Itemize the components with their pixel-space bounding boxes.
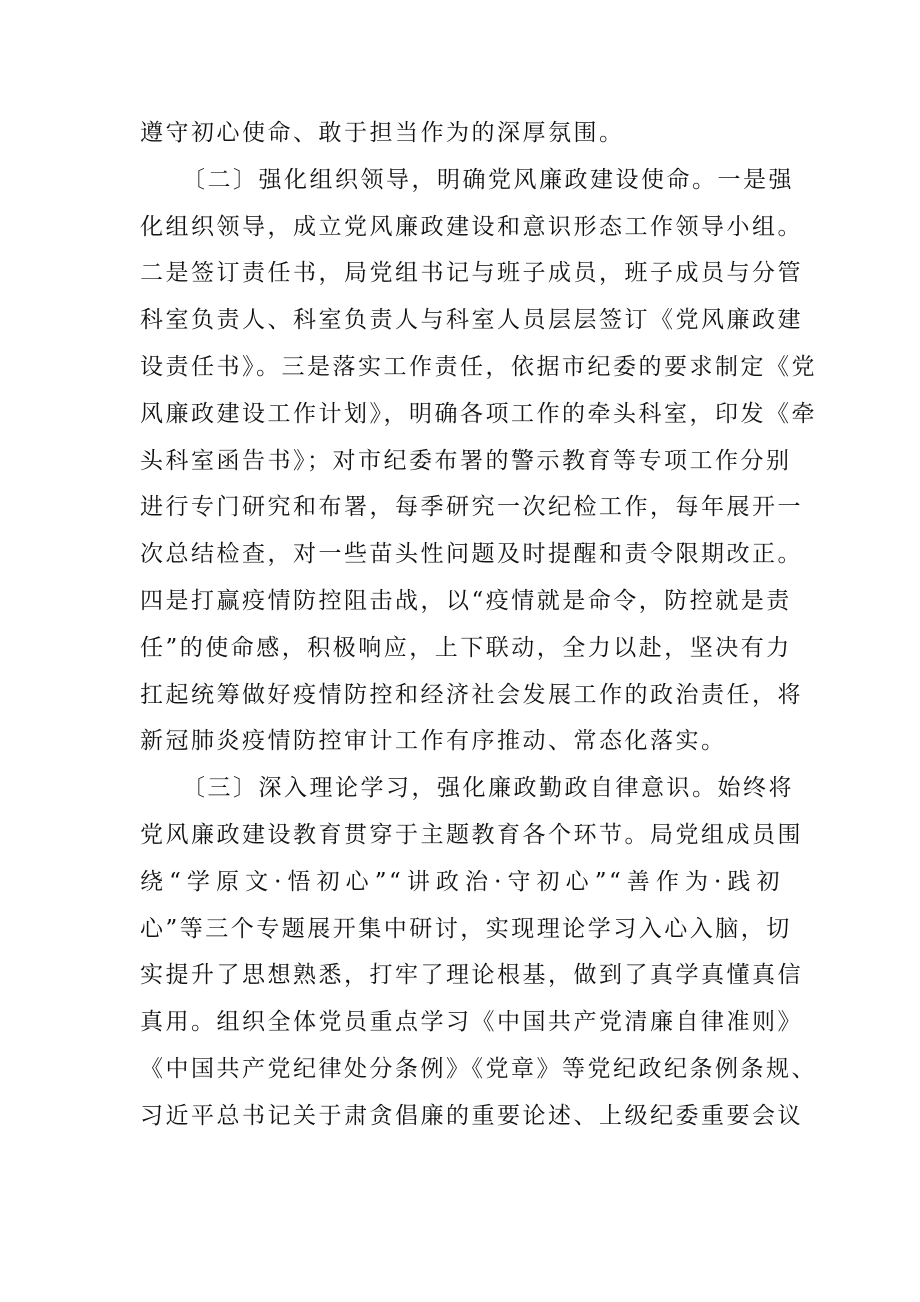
text-line: 二是签订责任书，局党组书记与班子成员，班子成员与分管 [140,260,803,287]
text-line: 心”等三个专题展开集中研讨，实现理论学习入心入脑，切 [140,915,792,942]
text-line: 真用。组织全体党员重点学习《中国共产党清廉自律准则》 [140,1009,803,1036]
text-line: 遵守初心使命、敢于担当作为的深厚氛围。 [140,120,625,146]
text-line: 绕“学原文·悟初心”“讲政治·守初心”“善作为·践初 [140,868,782,895]
text-line: 〔三〕深入理论学习，强化廉政勤政自律意识。始终将 [182,775,794,802]
text-line: 风廉政建设工作计划》，明确各项工作的牵头科室，印发《牵 [140,400,817,427]
document-body [140,110,817,1140]
text-line: 设责任书》。三是落实工作责任，依据市纪委的要求制定《党 [140,353,817,380]
text-line: 进行专门研究和布署，每季研究一次纪检工作，每年展开一 [140,494,803,521]
text-line: 头科室函告书》；对市纪委布署的警示教育等专项工作分别 [140,447,792,474]
text-line: 新冠肺炎疫情防控审计工作有序推动、常态化落实。 [140,728,727,755]
text-line: 四是打赢疫情防控阻击战，以“疫情就是命令，防控就是责 [140,587,792,614]
text-line: 化组织领导，成立党风廉政建设和意识形态工作领导小组。 [140,213,803,240]
text-line: 习近平总书记关于肃贪倡廉的重要论述、上级纪委重要会议 [140,1102,803,1129]
text-line: 〔二〕强化组织领导，明确党风廉政建设使命。一是强 [182,166,794,193]
text-line: 党风廉政建设教育贯穿于主题教育各个环节。局党组成员围 [140,821,803,848]
text-line: 次总结检查，对一些苗头性问题及时提醒和责令限期改正。 [140,541,803,568]
text-line: 科室负责人、科室负责人与科室人员层层签订《党风廉政建 [140,307,803,334]
text-line: 扛起统筹做好疫情防控和经济社会发展工作的政治责任，将 [140,681,803,708]
text-line: 实提升了思想熟悉，打牢了理论根基，做到了真学真懂真信 [140,962,803,989]
text-line: 《中国共产党纪律处分条例》《党章》等党纪政纪条例条规、 [140,1055,817,1082]
text-line: 任”的使命感，积极响应，上下联动，全力以赴，坚决有力 [140,634,792,661]
